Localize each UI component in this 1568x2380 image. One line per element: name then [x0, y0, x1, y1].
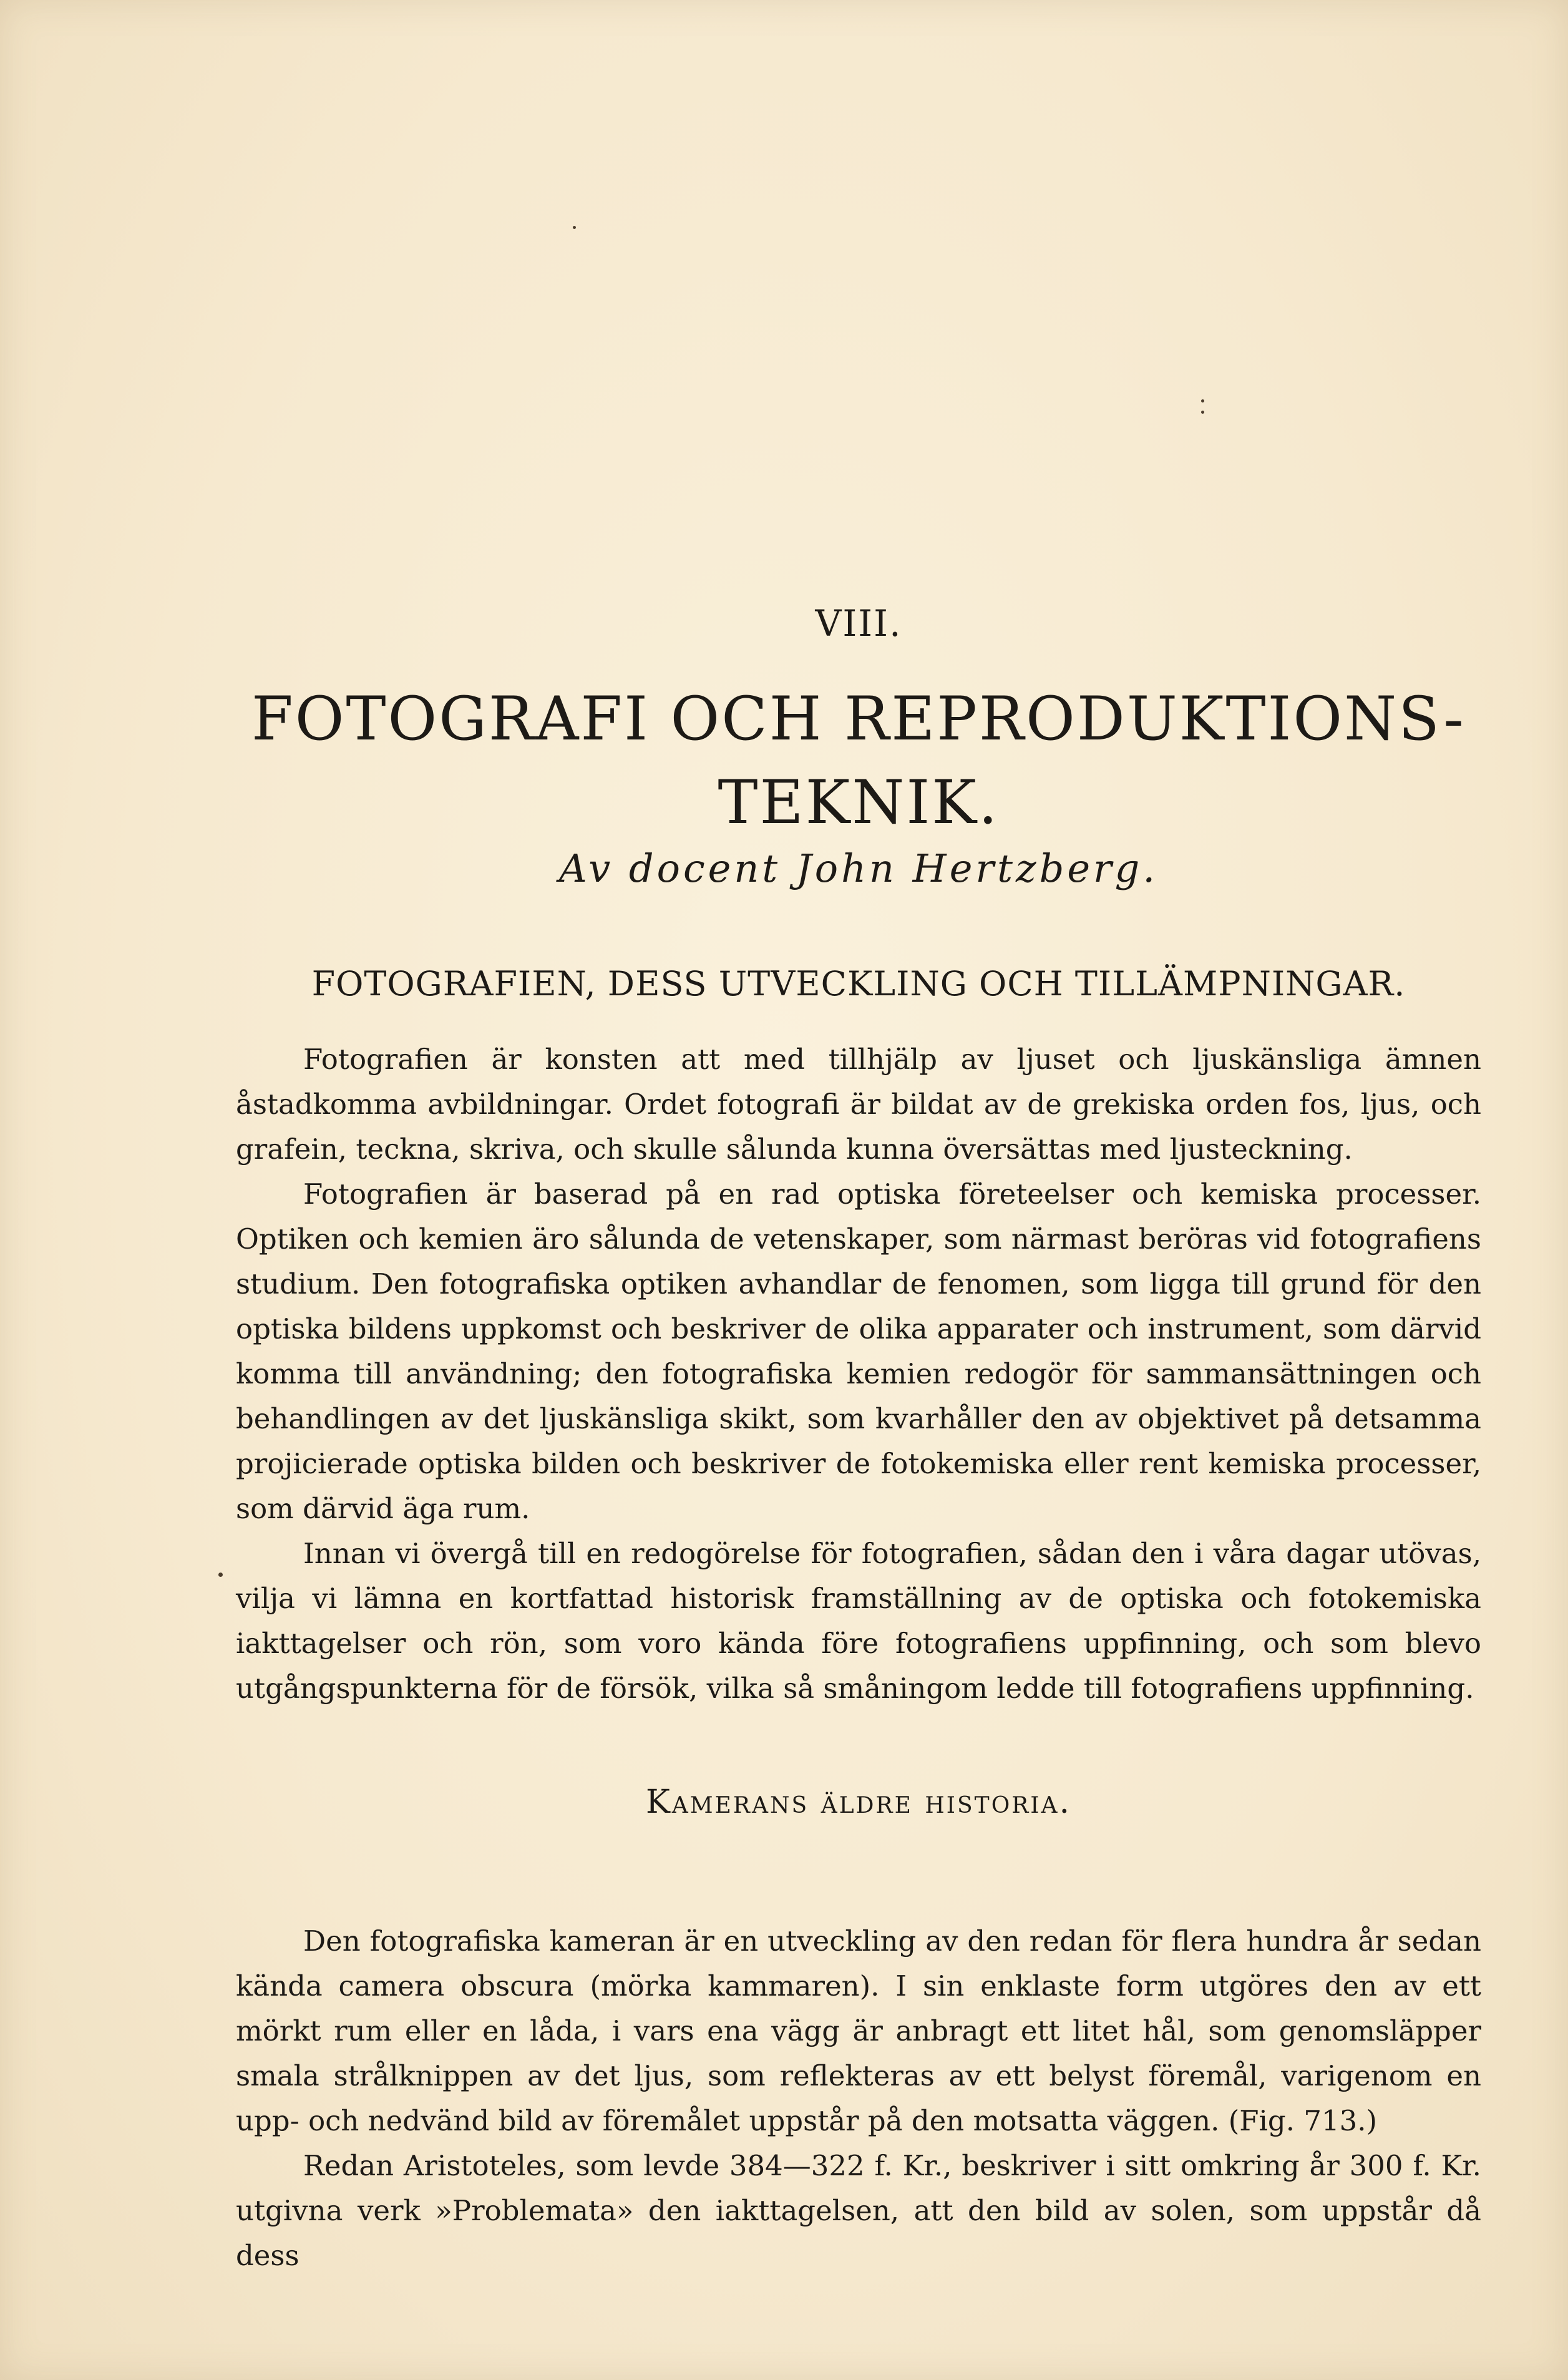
author-byline: Av docent John Hertzberg.: [558, 846, 1159, 891]
paper-speck: [1201, 399, 1204, 402]
paragraph: Fotografien är baserad på en rad optiska företeelser och kemiska processer. Optiken och kemien äro sålunda de vetenskaper, som närmast beröras vid fotografiens studium. Den fotografiska optiken avhandlar de fenomen, som ligga till grund för den optiska bildens uppkomst och beskriver de olika apparater och instrument, som därvid komma till användning; den fotografiska kemien redogör för sammansättningen och behandlingen av det ljuskänsliga skikt, som kvarhåller den av objektivet på detsamma projicierade optiska bilden och beskriver de fotokemiska eller rent kemiska processer, som därvid äga rum.: [236, 1178, 1481, 1525]
chapter-title-line-2: TEKNIK.: [718, 768, 1000, 837]
section-heading: FOTOGRAFIEN, DESS UTVECKLING OCH TILLÄMPNINGAR.: [311, 964, 1406, 1003]
paragraph: Redan Aristoteles, som levde 384—322 f. Kr., beskriver i sitt omkring år 300 f. Kr. utgivna verk »Problemata» den iakttagelsen, att den bild av solen, som uppstår då dess: [236, 2149, 1481, 2272]
chapter-title-line-1: FOTOGRAFI OCH REPRODUKTIONS-: [251, 684, 1466, 754]
paper-speck: [1201, 411, 1204, 414]
paragraph: Fotografien är konsten att med tillhjälp av ljuset och ljuskänsliga ämnen åstadkomma avbildningar. Ordet fotografi är bildat av de grekiska orden fos, ljus, och grafein, teckna, skriva, och skulle sålunda kunna översättas med ljusteckning.: [236, 1043, 1481, 1166]
paper-speck: [218, 1573, 223, 1577]
paragraph: Den fotografiska kameran är en utveckling av den redan för flera hundra år sedan kända camera obscura (mörka kammaren). I sin enklaste form utgöres den av ett mörkt rum eller en låda, i vars ena vägg är anbragt ett litet hål, som genomsläpper smala strålknippen av det ljus, som reflekteras av ett belyst föremål, varigenom en upp- och nedvänd bild av föremålet uppstår på den motsatta väggen. (Fig. 713.): [236, 1924, 1481, 2137]
subsection-body: [236, 1919, 1481, 2278]
chapter-title: [236, 677, 1481, 844]
chapter-number: VIII.: [815, 602, 902, 645]
paragraph: Innan vi övergå till en redogörelse för fotografien, sådan den i våra dagar utövas, vilja vi lämna en kortfattad historisk framställning av de optiska och fotokemiska iakttagelser och rön, som voro kända före fotografiens uppfinning, och som blevo utgångspunkterna för de försök, vilka så småningom ledde till fotografiens uppfinning.: [236, 1537, 1481, 1705]
section-body: [236, 1037, 1481, 1711]
subsection-heading: Kamerans äldre historia.: [645, 1783, 1072, 1821]
paper-speck: [573, 226, 576, 229]
